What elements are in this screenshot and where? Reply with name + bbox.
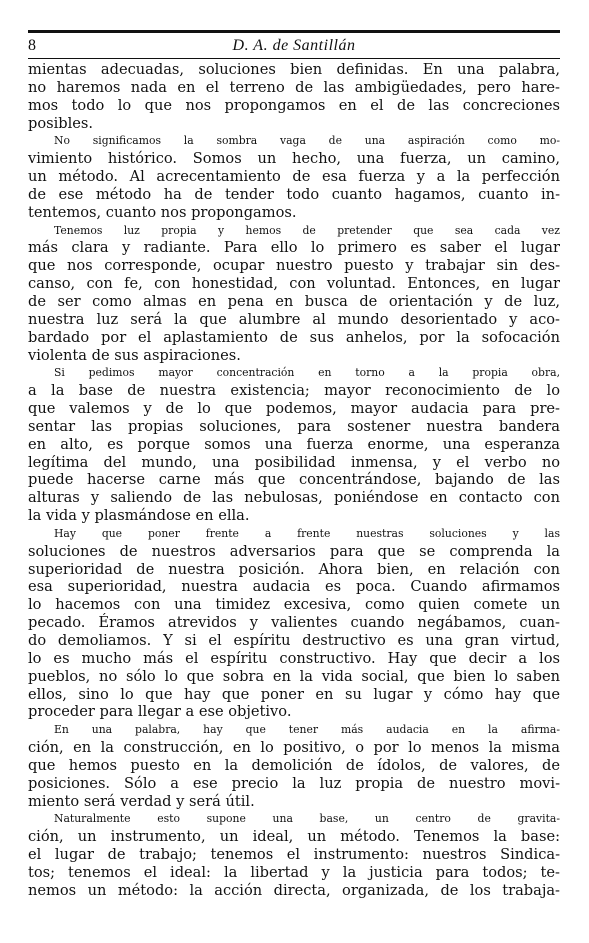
paragraph	[28, 132, 560, 221]
text-line: puede hacerse carne más que concentrándose, bajando de las	[28, 471, 560, 489]
text-line: sentar las propias soluciones, para sostener nuestra bandera	[28, 417, 560, 435]
text-line: posibles.	[28, 114, 94, 132]
text-line: En una palabra, hay que tener más audacia en la afirma-	[54, 723, 560, 737]
text-line: pecado. Éramos atrevidos y valientes cuando negábamos, cuan-	[28, 614, 560, 632]
text-line: miento será verdad y será útil.	[28, 792, 255, 810]
text-line: No significamos la sombra vaga de una aspiración como mo-	[54, 134, 560, 148]
text-line: canso, con fe, con honestidad, con voluntad. Entonces, en lugar	[28, 275, 560, 293]
text-line: do demoliamos. Y si el espíritu destructivo es una gran virtud,	[28, 632, 560, 649]
text-line: soluciones de nuestros adversarios para que se comprenda la	[28, 542, 560, 560]
text-line: Hay que poner frente a frente nuestras soluciones y las	[54, 526, 560, 540]
text-line: pueblos, no sólo lo que sobra en la vida social, que bien lo saben	[28, 667, 560, 685]
text-line: que nos corresponde, ocupar nuestro puesto y trabajar sin des-	[28, 257, 560, 275]
text-line: un método. Al acrecentamiento de esa fuerza y a la perfección	[28, 168, 560, 186]
text-line: mos todo lo que nos propongamos en el de las concreciones	[28, 96, 560, 114]
text-line: ción, un instrumento, un ideal, un método. Tenemos la base:	[28, 828, 560, 846]
header-rule	[28, 58, 560, 59]
text-line: Naturalmente esto supone una base, un centro de gravita-	[54, 812, 560, 826]
text-line: que hemos puesto en la demolición de ídolos, de valores, de	[28, 756, 560, 774]
text-line: lo hacemos con una timidez excesiva, como quien comete un	[28, 596, 560, 614]
text-line: vimiento histórico. Somos un hecho, una fuerza, un camino,	[28, 150, 560, 168]
text-line: Si pedimos mayor concentración en torno a la propia obra,	[54, 366, 560, 380]
paragraph	[28, 61, 560, 132]
running-head: D. A. de Santillán	[232, 37, 356, 54]
book-page	[28, 30, 560, 900]
text-line: que valemos y de lo que podemos, mayor audacia para pre-	[28, 400, 560, 418]
text-line: tentemos, cuanto nos propongamos.	[28, 203, 297, 221]
text-line: lo es mucho más el espíritu constructivo. Hay que decir a los	[28, 649, 560, 667]
text-line: nemos un método: la acción directa, organizada, de los trabaja-	[28, 881, 560, 899]
text-line: ción, en la construcción, en lo positivo, o por lo menos la misma	[28, 739, 560, 757]
page-header	[28, 33, 560, 55]
text-line: alturas y saliendo de las nebulosas, poniéndose en contacto con	[28, 489, 560, 507]
text-line: violenta de sus aspiraciones.	[28, 346, 241, 364]
text-line: tos; tenemos el ideal: la libertad y la justicia para todos; te-	[28, 863, 560, 881]
paragraph	[28, 525, 560, 721]
paragraph	[28, 364, 560, 525]
paragraph	[28, 721, 560, 810]
paragraph	[28, 810, 560, 899]
text-line: legítima del mundo, una posibilidad inmensa, y el verbo no	[28, 453, 560, 471]
text-line: bardado por el aplastamiento de sus anhelos, por la sofocación	[28, 328, 560, 346]
text-line: posiciones. Sólo a ese precio la luz propia de nuestro movi-	[28, 774, 560, 792]
text-line: nuestra luz será la que alumbre al mundo desorientado y aco-	[28, 310, 560, 328]
text-line: mientas adecuadas, soluciones bien definidas. En una palabra,	[28, 61, 560, 78]
text-line: la vida y plasmándose en ella.	[28, 507, 250, 525]
page-number: 8	[28, 37, 36, 54]
text-line: esa superioridad, nuestra audacia es poca. Cuando afirmamos	[28, 578, 560, 596]
text-line: proceder para llegar a ese objetivo.	[28, 703, 292, 721]
text-line: en alto, es porque somos una fuerza enorme, una esperanza	[28, 435, 560, 453]
text-line: el lugar de trabajo; tenemos el instrumento: nuestros Sindica-	[28, 846, 560, 864]
text-line: Tenemos luz propia y hemos de pretender que sea cada vez	[54, 223, 560, 237]
body-text	[28, 61, 560, 900]
text-line: ellos, sino lo que hay que poner en su lugar y cómo hay que	[28, 685, 560, 703]
text-line: a la base de nuestra existencia; mayor reconocimiento de lo	[28, 382, 560, 400]
text-line: más clara y radiante. Para ello lo primero es saber el lugar	[28, 239, 560, 257]
text-line: superioridad de nuestra posición. Ahora bien, en relación con	[28, 560, 560, 578]
text-line: no haremos nada en el terreno de las ambigüedades, pero hare-	[28, 78, 560, 96]
text-line: de ese método ha de tender todo cuanto hagamos, cuanto in-	[28, 185, 560, 203]
text-line: de ser como almas en pena en busca de orientación y de luz,	[28, 292, 560, 310]
paragraph	[28, 222, 560, 365]
